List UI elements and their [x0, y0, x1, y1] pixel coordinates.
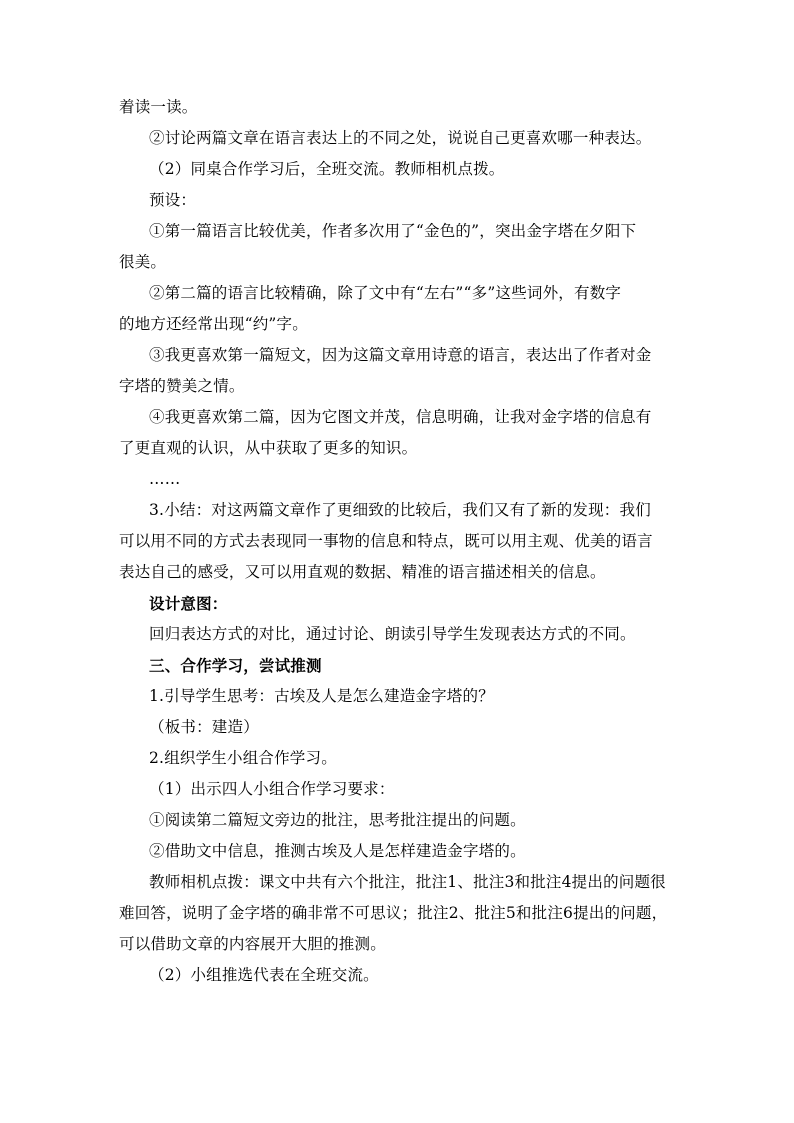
- text-line: ①阅读第二篇短文旁边的批注，思考批注提出的问题。: [149, 811, 526, 829]
- text-line: ①第一篇语言比较优美，作者多次用了“金色的”，突出金字塔在夕阳下: [149, 222, 637, 240]
- text-line: ②第二篇的语言比较精确，除了文中有“左右”“多”这些词外，有数字: [149, 284, 622, 302]
- text-line: 字塔的赞美之情。: [119, 377, 245, 395]
- text-line: 可以借助文章的内容展开大胆的推测。: [119, 935, 386, 953]
- text-line: （板书：建造）: [149, 718, 259, 736]
- text-line: ……: [149, 470, 181, 488]
- text-line: 回归表达方式的对比，通过讨论、朗读引导学生发现表达方式的不同。: [149, 625, 636, 643]
- text-line: 预设：: [149, 191, 197, 209]
- text-line: （2）小组推选代表在全班交流。: [149, 966, 379, 984]
- text-line: 着读一读。: [119, 98, 198, 116]
- text-line: 的地方还经常出现“约”字。: [119, 315, 308, 333]
- text-line: 很美。: [119, 253, 167, 271]
- text-line: 1.引导学生思考：古埃及人是怎么建造金字塔的？: [149, 687, 494, 705]
- text-line: 可以用不同的方式去表现同一事物的信息和特点，既可以用主观、优美的语言: [119, 532, 653, 550]
- document-page: [119, 92, 675, 991]
- text-line: 了更直观的认识，从中获取了更多的知识。: [119, 439, 418, 457]
- text-line: 表达自己的感受，又可以用直观的数据、精准的语言描述相关的信息。: [119, 563, 606, 581]
- text-line: （1）出示四人小组合作学习要求：: [149, 780, 395, 798]
- text-line: ②借助文中信息，推测古埃及人是怎样建造金字塔的。: [149, 842, 526, 860]
- section-heading: 三、合作学习，尝试推测: [149, 656, 322, 675]
- text-line: 教师相机点拨：课文中共有六个批注，批注1、批注3和批注4提出的问题很: [149, 873, 666, 891]
- text-line: （2）同桌合作学习后，全班交流。教师相机点拨。: [149, 160, 505, 178]
- text-line: 难回答，说明了金字塔的确非常不可思议；批注2、批注5和批注6提出的问题，: [119, 904, 668, 922]
- section-heading: 设计意图：: [149, 594, 228, 613]
- text-line: 2.组织学生小组合作学习。: [149, 749, 337, 767]
- text-line: ④我更喜欢第二篇，因为它图文并茂，信息明确，让我对金字塔的信息有: [149, 408, 652, 426]
- text-line: ②讨论两篇文章在语言表达上的不同之处，说说自己更喜欢哪一种表达。: [149, 129, 652, 147]
- text-line: 3.小结：对这两篇文章作了更细致的比较后，我们又有了新的发现：我们: [149, 501, 651, 519]
- text-line: ③我更喜欢第一篇短文，因为这篇文章用诗意的语言，表达出了作者对金: [149, 346, 652, 364]
